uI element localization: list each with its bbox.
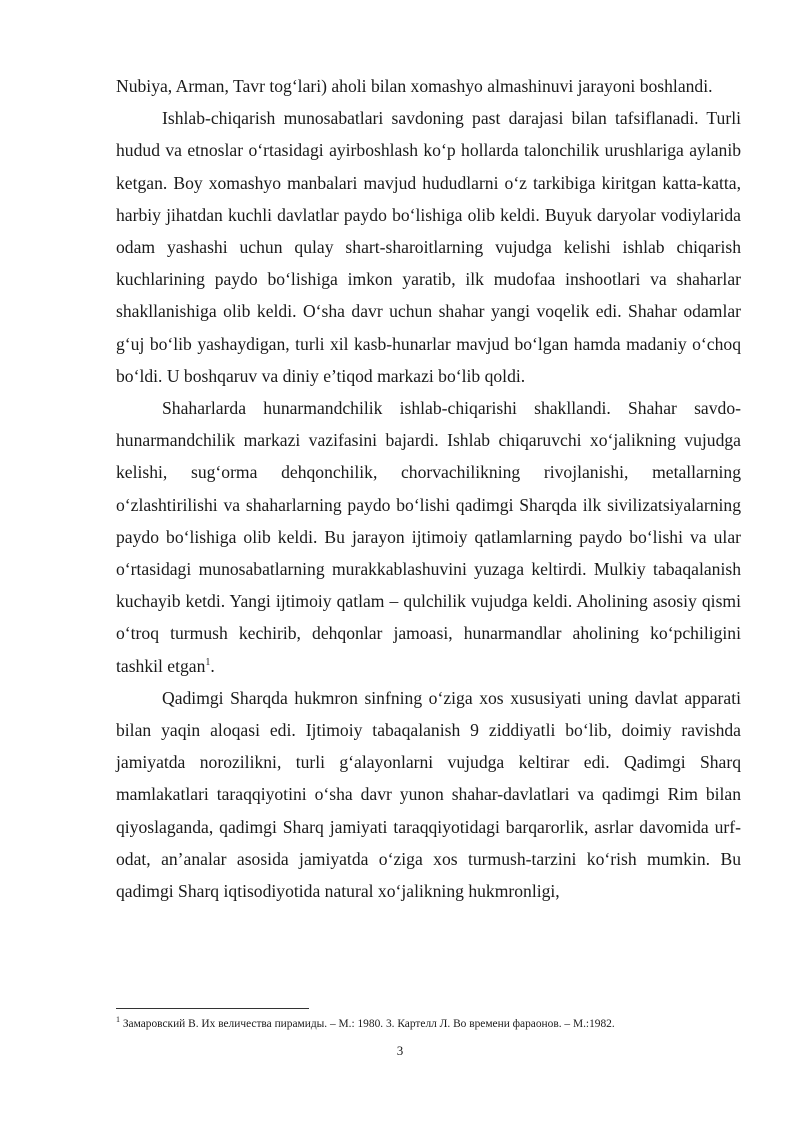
paragraph-text: Ishlab-chiqarish munosabatlari savdoning past darajasi bilan tafsiflanadi. Turli hudud va etnoslar o‘rtasidagi ayirboshlash ko‘p hollarda talonchilik urushlariga aylanib ketgan. Boy xomashyo manbalari mavjud hududlarni o‘z tarkibiga kiritgan katta-katta, harbiy jihatdan kuchli davlatlar paydo bo‘lishiga olib keldi. Buyuk daryolar vodiylarida odam yashashi uchun qulay shart-sharoitlarning vujudga kelishi ishlab chiqarish kuchlarining paydo bo‘lishiga imkon yaratib, ilk mudofaa inshootlari va shaharlar shakllanishiga olib keldi. O‘sha davr uchun shahar yangi voqelik edi. Shahar odamlar g‘uj bo‘lib yashaydigan, turli xil kasb-hunarlar mavjud bo‘lgan hamda madaniy o‘choq bo‘ldi. U boshqaruv va diniy e’tiqod markazi bo‘lib qoldi. <box>116 108 741 386</box>
paragraph-4 <box>116 682 741 907</box>
paragraph-text: Shaharlarda hunarmandchilik ishlab-chiqarishi shakllandi. Shahar savdo-hunarmandchilik markazi vazifasini bajardi. Ishlab chiqaruvchi xo‘jalikning vujudga kelishi, sug‘orma dehqonchilik, chorvachilikning rivojlanishi, metallarning o‘zlashtirilishi va shaharlarning paydo bo‘lishi qadimgi Sharqda ilk sivilizatsiyalarning paydo bo‘lishiga olib keldi. Bu jarayon ijtimoiy qatlamlarning paydo bo‘lishi va ular o‘rtasidagi munosabatlarning murakkablashuvini yuzaga keltirdi. Mulkiy tabaqalanish kuchayib ketdi. Yangi ijtimoiy qatlam – qulchilik vujudga keldi. Aholining asosiy qismi o‘troq turmush kechirib, dehqonlar jamoasi, hunarmandlar aholining ko‘pchiligini tashkil etgan <box>116 398 741 676</box>
paragraph-2 <box>116 102 741 392</box>
body-text <box>116 70 741 907</box>
paragraph-1 <box>116 70 741 102</box>
footnote <box>116 1016 756 1032</box>
footnote-separator <box>116 1008 309 1009</box>
footnote-text: Замаровский В. Их величества пирамиды. – М.: 1980. 3. Картелл Л. Во времени фараонов. – М.:1982. <box>120 1018 615 1030</box>
paragraph-tail: . <box>210 655 215 676</box>
footnote-reference[interactable]: 1 <box>205 656 211 668</box>
footnote-marker: 1 <box>116 1015 120 1025</box>
paragraph-text: Nubiya, Arman, Tavr tog‘lari) aholi bilan xomashyo almashinuvi jarayoni boshlandi. <box>116 76 713 96</box>
page-number: 3 <box>396 1043 404 1058</box>
paragraph-3 <box>116 392 741 682</box>
paragraph-text: Qadimgi Sharqda hukmron sinfning o‘ziga xos xususiyati uning davlat apparati bilan yaqin aloqasi edi. Ijtimoiy tabaqalanish 9 ziddiyatli bo‘lib, doimiy ravishda jamiyatda norozilikni, turli g‘alayonlarni vujudga keltirar edi. Qadimgi Sharq mamlakatlari taraqqiyotini o‘sha davr yunon shahar-davlatlari va qadimgi Rim bilan qiyoslaganda, qadimgi Sharq jamiyati taraqqiyotidagi barqarorlik, asrlar davomida urf-odat, an’analar asosida jamiyatda o‘ziga xos turmush-tarzini ko‘rish mumkin. Bu qadimgi Sharq iqtisodiyotida natural xo‘jalikning hukmronligi, <box>116 687 741 902</box>
